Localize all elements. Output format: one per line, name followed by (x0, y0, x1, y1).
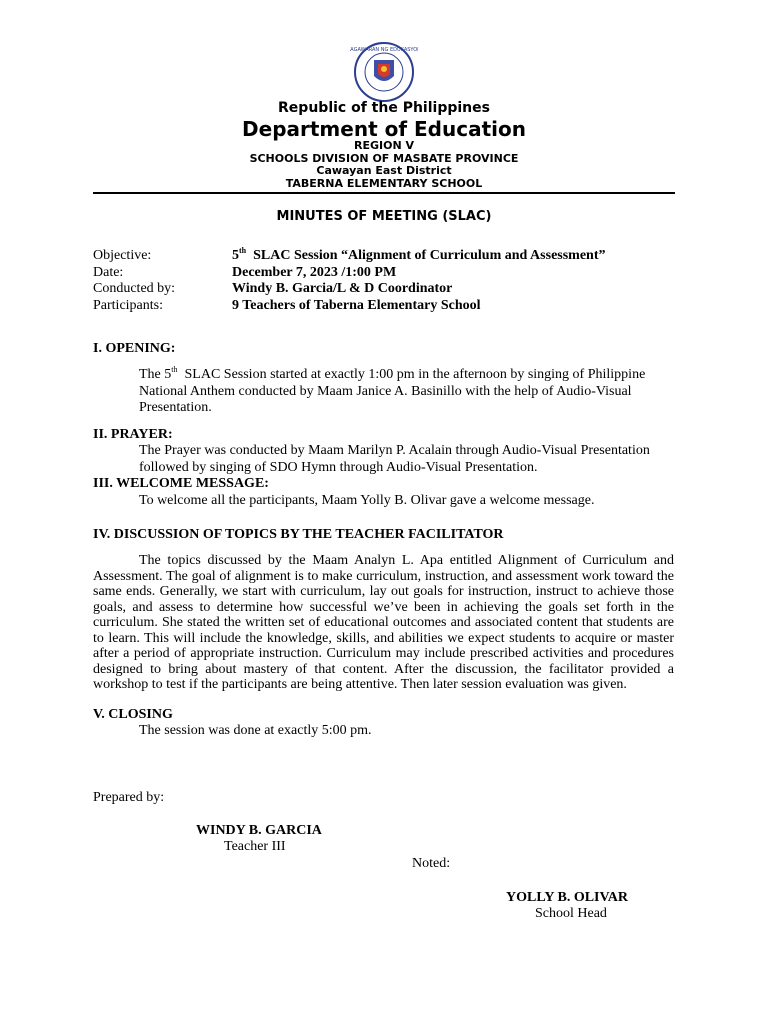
noter-name: YOLLY B. OLIVAR (506, 890, 629, 905)
school-heading: TABERNA ELEMENTARY SCHOOL (285, 177, 483, 190)
participants-value: 9 Teachers of Taberna Elementary School (232, 298, 481, 313)
preparer-name: WINDY B. GARCIA (196, 823, 322, 838)
welcome-text: To welcome all the participants, Maam Yolly B. Olivar gave a welcome message. (139, 493, 595, 508)
noted-label: Noted: (412, 856, 451, 871)
region-heading: REGION V (353, 139, 414, 152)
seal-text: KAGAWARAN NG EDUKASYON (350, 47, 418, 53)
welcome-heading: III. WELCOME MESSAGE: (93, 476, 269, 491)
district-heading: Cawayan East District (316, 164, 452, 177)
discussion-paragraph: The topics discussed by the Maam Analyn L. Apa entitled Alignment of Curriculum and Assessment. The goal of alignment is to make curriculum, instruction, and assessment work toward the same ends. Generally, we start with curriculum, lay out goals for instruction, instruct to achieve those goals, and assess to determine how successful we’ve been in achieving the goals set forth in the curriculum. She stated the written set of educational outcomes and associated content that students are to learn. This will include the knowledge, skills, and abilities we expect students to acquire or master after a period of appropriate instruction. Curriculum may include prescribed activities and procedures designed to bring about mastery of that content. After the discussion, the facilitator provided a workshop to test if the participants are being attentive. Then later session evaluation was given. (93, 553, 674, 692)
opening-text-line2: National Anthem conducted by Maam Janice A. Basinillo with the help of Audio-Visual (139, 384, 632, 399)
deped-seal (350, 42, 418, 102)
prayer-text-line2: followed by singing of SDO Hymn through Audio-Visual Presentation. (139, 460, 538, 475)
objective-label: Objective: (93, 248, 152, 263)
header-divider (93, 192, 675, 194)
department-heading: Department of Education (242, 117, 526, 141)
division-heading: SCHOOLS DIVISION OF MASBATE PROVINCE (249, 152, 519, 165)
conducted-by-label: Conducted by: (93, 281, 176, 296)
discussion-heading: IV. DISCUSSION OF TOPICS BY THE TEACHER FACILITATOR (93, 527, 504, 542)
opening-text-line1: The 5th SLAC Session started at exactly 1:00 pm in the afternoon by singing of Philippine (139, 365, 646, 382)
republic-heading: Republic of the Philippines (278, 100, 490, 116)
prayer-heading: II. PRAYER: (93, 427, 173, 442)
opening-heading: I. OPENING: (93, 341, 176, 356)
conducted-by-value: Windy B. Garcia/L & D Coordinator (232, 281, 453, 296)
prayer-text-line1: The Prayer was conducted by Maam Marilyn P. Acalain through Audio-Visual Presentation (139, 443, 650, 458)
noter-title: School Head (535, 906, 607, 921)
prepared-by-label: Prepared by: (93, 790, 165, 805)
opening-text-line3: Presentation. (139, 400, 212, 415)
preparer-title: Teacher III (224, 839, 286, 854)
date-value: December 7, 2023 /1:00 PM (232, 265, 397, 280)
document-title: MINUTES OF MEETING (SLAC) (276, 209, 492, 224)
date-label: Date: (93, 265, 124, 280)
objective-value: 5th SLAC Session “Alignment of Curriculum and Assessment” (232, 246, 606, 263)
participants-label: Participants: (93, 298, 163, 313)
closing-heading: V. CLOSING (93, 707, 173, 722)
closing-text: The session was done at exactly 5:00 pm. (139, 723, 372, 738)
